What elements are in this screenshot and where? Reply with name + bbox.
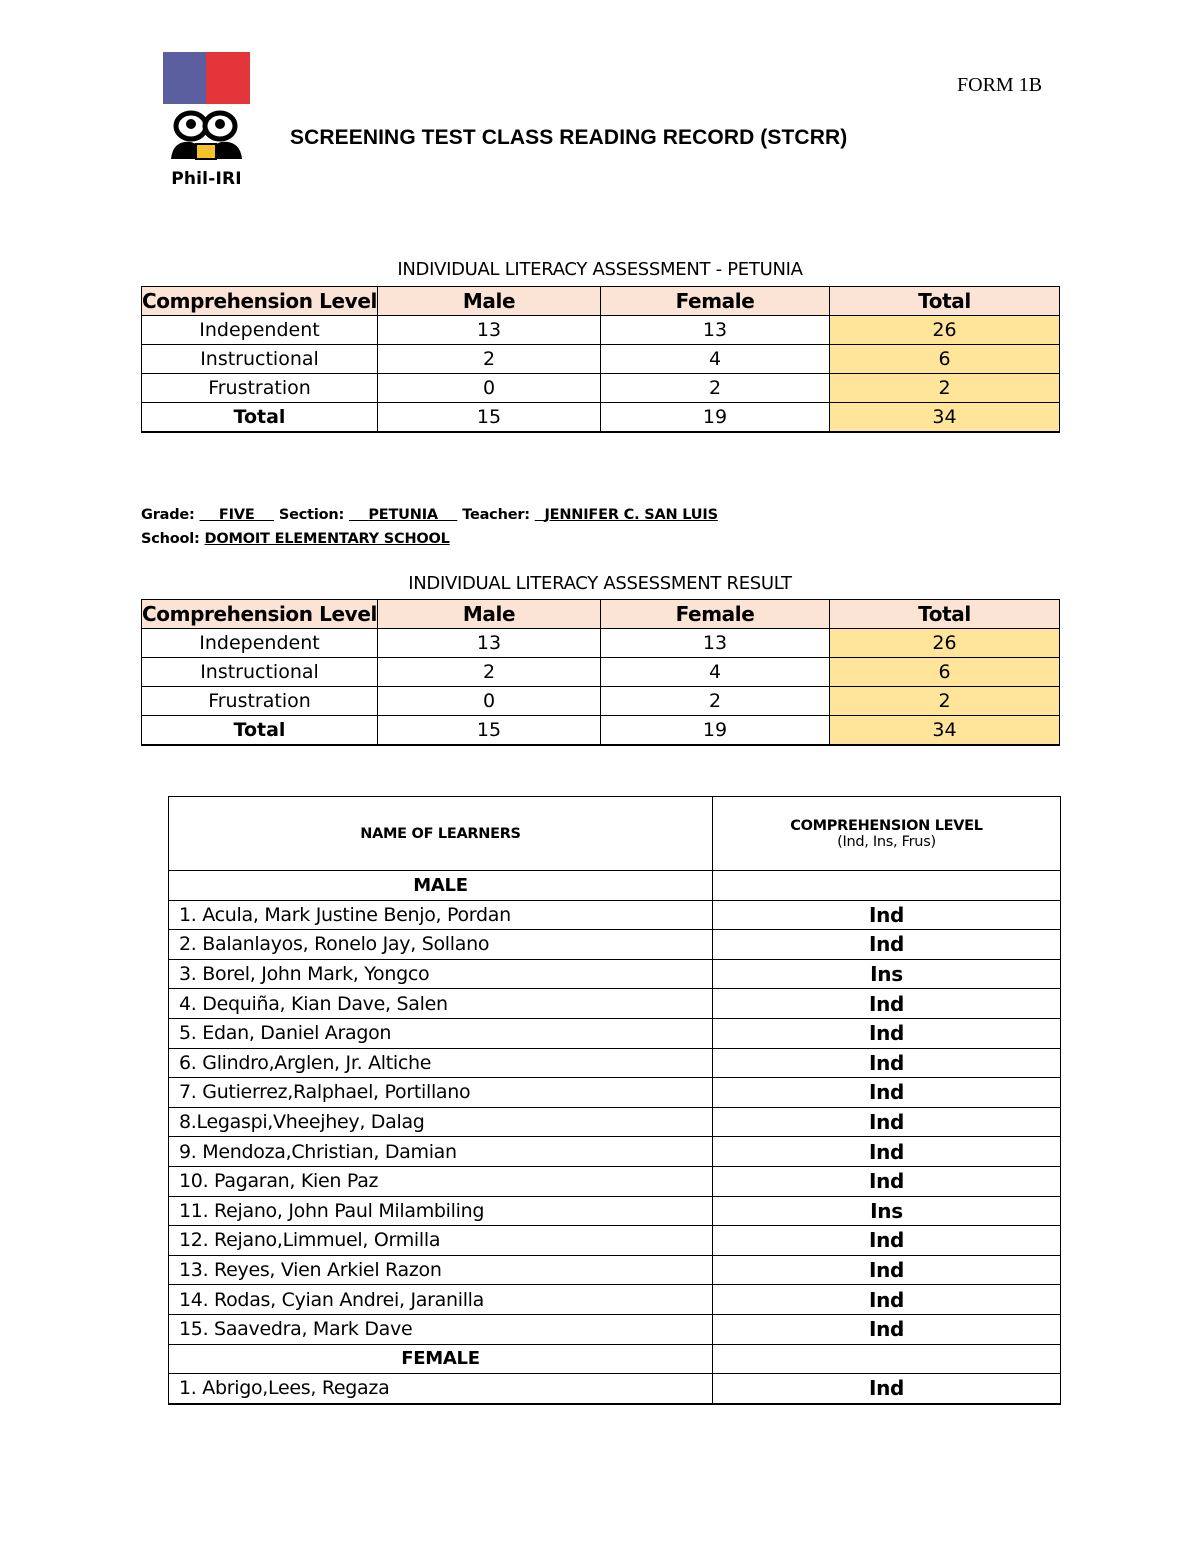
learner-level: Ind <box>713 1314 1061 1344</box>
learner-level: Ind <box>713 930 1061 960</box>
group-label: MALE <box>169 871 713 901</box>
learner-level: Ind <box>713 1255 1061 1285</box>
table-row <box>169 1226 1061 1256</box>
table-cell: 13 <box>378 629 601 658</box>
learners-table <box>168 796 1061 1405</box>
class-info-line <box>141 507 718 523</box>
table-row <box>169 1255 1061 1285</box>
learner-name: 8.Legaspi,Vheejhey, Dalag <box>169 1107 713 1137</box>
learner-level: Ind <box>713 1137 1061 1167</box>
header-cell: Male <box>378 600 601 629</box>
learner-name: 2. Balanlayos, Ronelo Jay, Sollano <box>169 930 713 960</box>
learner-name: 5. Edan, Daniel Aragon <box>169 1018 713 1048</box>
table-row <box>142 687 1060 716</box>
table-row <box>169 900 1061 930</box>
table-cell: 2 <box>378 658 601 687</box>
table-cell: 0 <box>378 687 601 716</box>
table-row <box>169 989 1061 1019</box>
table-cell: Instructional <box>142 658 378 687</box>
school-info-line <box>141 531 450 547</box>
table-cell-total: 2 <box>830 374 1060 403</box>
table-cell: 13 <box>601 629 830 658</box>
grade-value: FIVE <box>218 507 255 523</box>
reading-children-icon <box>163 104 250 169</box>
phil-iri-logo <box>163 52 250 190</box>
table-cell: 19 <box>601 716 830 746</box>
table-row <box>169 1196 1061 1226</box>
table-total-row <box>142 716 1060 746</box>
learner-level: Ins <box>713 959 1061 989</box>
table-row <box>142 316 1060 345</box>
learner-level: Ind <box>713 1078 1061 1108</box>
table-cell: Instructional <box>142 345 378 374</box>
table-cell: Frustration <box>142 687 378 716</box>
table-cell: 2 <box>601 687 830 716</box>
table-cell: 15 <box>378 403 601 433</box>
table-cell: Total <box>142 716 378 746</box>
form-label: FORM 1B <box>957 74 1043 96</box>
header-cell: Female <box>601 600 830 629</box>
learner-level: Ind <box>713 1374 1061 1404</box>
table-row <box>169 1048 1061 1078</box>
header-cell: Total <box>830 600 1060 629</box>
table-cell: Total <box>142 403 378 433</box>
header-cell: Male <box>378 287 601 316</box>
table-row <box>169 959 1061 989</box>
table1-summary <box>141 286 1060 433</box>
learner-level: Ind <box>713 1048 1061 1078</box>
table-cell: 4 <box>601 658 830 687</box>
table-row <box>142 345 1060 374</box>
table-header-row <box>142 600 1060 629</box>
table2-summary <box>141 599 1060 746</box>
learner-name: 7. Gutierrez,Ralphael, Portillano <box>169 1078 713 1108</box>
learner-name: 9. Mendoza,Christian, Damian <box>169 1137 713 1167</box>
learner-name: 4. Dequiña, Kian Dave, Salen <box>169 989 713 1019</box>
learner-name: 1. Abrigo,Lees, Regaza <box>169 1374 713 1404</box>
table-row <box>169 1078 1061 1108</box>
learner-level: Ind <box>713 1166 1061 1196</box>
table-cell: Frustration <box>142 374 378 403</box>
header-cell: Comprehension Level <box>142 287 378 316</box>
learner-level: Ind <box>713 1226 1061 1256</box>
page-title: SCREENING TEST CLASS READING RECORD (STCRR) <box>290 126 848 149</box>
table-row <box>142 374 1060 403</box>
learner-name: 12. Rejano,Limmuel, Ormilla <box>169 1226 713 1256</box>
section-label: Section: <box>278 507 345 523</box>
table-total-row <box>142 403 1060 433</box>
learner-level: Ind <box>713 989 1061 1019</box>
learner-name: 3. Borel, John Mark, Yongco <box>169 959 713 989</box>
school-label: School: <box>141 531 200 547</box>
learner-name: 11. Rejano, John Paul Milambiling <box>169 1196 713 1226</box>
table-cell: 13 <box>601 316 830 345</box>
group-level-blank <box>713 871 1061 901</box>
group-level-blank <box>713 1344 1061 1374</box>
learner-level: Ind <box>713 900 1061 930</box>
learner-level: Ins <box>713 1196 1061 1226</box>
learner-name: 13. Reyes, Vien Arkiel Razon <box>169 1255 713 1285</box>
level-header <box>713 797 1061 871</box>
table-cell: Independent <box>142 316 378 345</box>
table-cell: 2 <box>378 345 601 374</box>
learner-name: 10. Pagaran, Kien Paz <box>169 1166 713 1196</box>
logo-text: Phil-IRI <box>171 169 242 189</box>
table-row <box>169 1314 1061 1344</box>
table-row <box>169 1285 1061 1315</box>
table-cell: 2 <box>601 374 830 403</box>
group-row <box>169 1344 1061 1374</box>
table-cell: 0 <box>378 374 601 403</box>
table-cell-total: 6 <box>830 658 1060 687</box>
table-row <box>169 1374 1061 1404</box>
table-cell: 19 <box>601 403 830 433</box>
table-row <box>169 1166 1061 1196</box>
table-cell: 4 <box>601 345 830 374</box>
table-cell: Independent <box>142 629 378 658</box>
teacher-label: Teacher: <box>462 507 530 523</box>
table-cell-total: 2 <box>830 687 1060 716</box>
group-label: FEMALE <box>169 1344 713 1374</box>
learners-header-row <box>169 797 1061 871</box>
table-row <box>169 1137 1061 1167</box>
table-row <box>169 930 1061 960</box>
table-row <box>142 658 1060 687</box>
table-cell-total: 6 <box>830 345 1060 374</box>
teacher-value: JENNIFER C. SAN LUIS <box>544 507 718 523</box>
school-value: DOMOIT ELEMENTARY SCHOOL <box>204 531 450 547</box>
table-header-row <box>142 287 1060 316</box>
table-row <box>142 629 1060 658</box>
table-cell-total: 26 <box>830 629 1060 658</box>
level-header-line1: COMPREHENSION LEVEL <box>790 817 983 834</box>
header-cell: Comprehension Level <box>142 600 378 629</box>
header-cell: Female <box>601 287 830 316</box>
table-row <box>169 1018 1061 1048</box>
learner-name: 6. Glindro,Arglen, Jr. Altiche <box>169 1048 713 1078</box>
learner-level: Ind <box>713 1018 1061 1048</box>
table-cell-total: 34 <box>830 716 1060 746</box>
learner-name: 14. Rodas, Cyian Andrei, Jaranilla <box>169 1285 713 1315</box>
table-cell: 15 <box>378 716 601 746</box>
table-cell: 13 <box>378 316 601 345</box>
learner-name: 15. Saavedra, Mark Dave <box>169 1314 713 1344</box>
learner-level: Ind <box>713 1107 1061 1137</box>
header-cell: Total <box>830 287 1060 316</box>
learner-level: Ind <box>713 1285 1061 1315</box>
learner-name: 1. Acula, Mark Justine Benjo, Pordan <box>169 900 713 930</box>
section-value: PETUNIA <box>368 507 438 523</box>
table2-title: INDIVIDUAL LITERACY ASSESSMENT RESULT <box>408 573 792 594</box>
level-header-line2: (Ind, Ins, Frus) <box>837 833 936 850</box>
table-cell-total: 34 <box>830 403 1060 433</box>
group-row <box>169 871 1061 901</box>
table1-title: INDIVIDUAL LITERACY ASSESSMENT - PETUNIA <box>397 259 803 280</box>
table-cell-total: 26 <box>830 316 1060 345</box>
grade-label: Grade: <box>141 507 195 523</box>
name-header: NAME OF LEARNERS <box>169 797 713 871</box>
table-row <box>169 1107 1061 1137</box>
